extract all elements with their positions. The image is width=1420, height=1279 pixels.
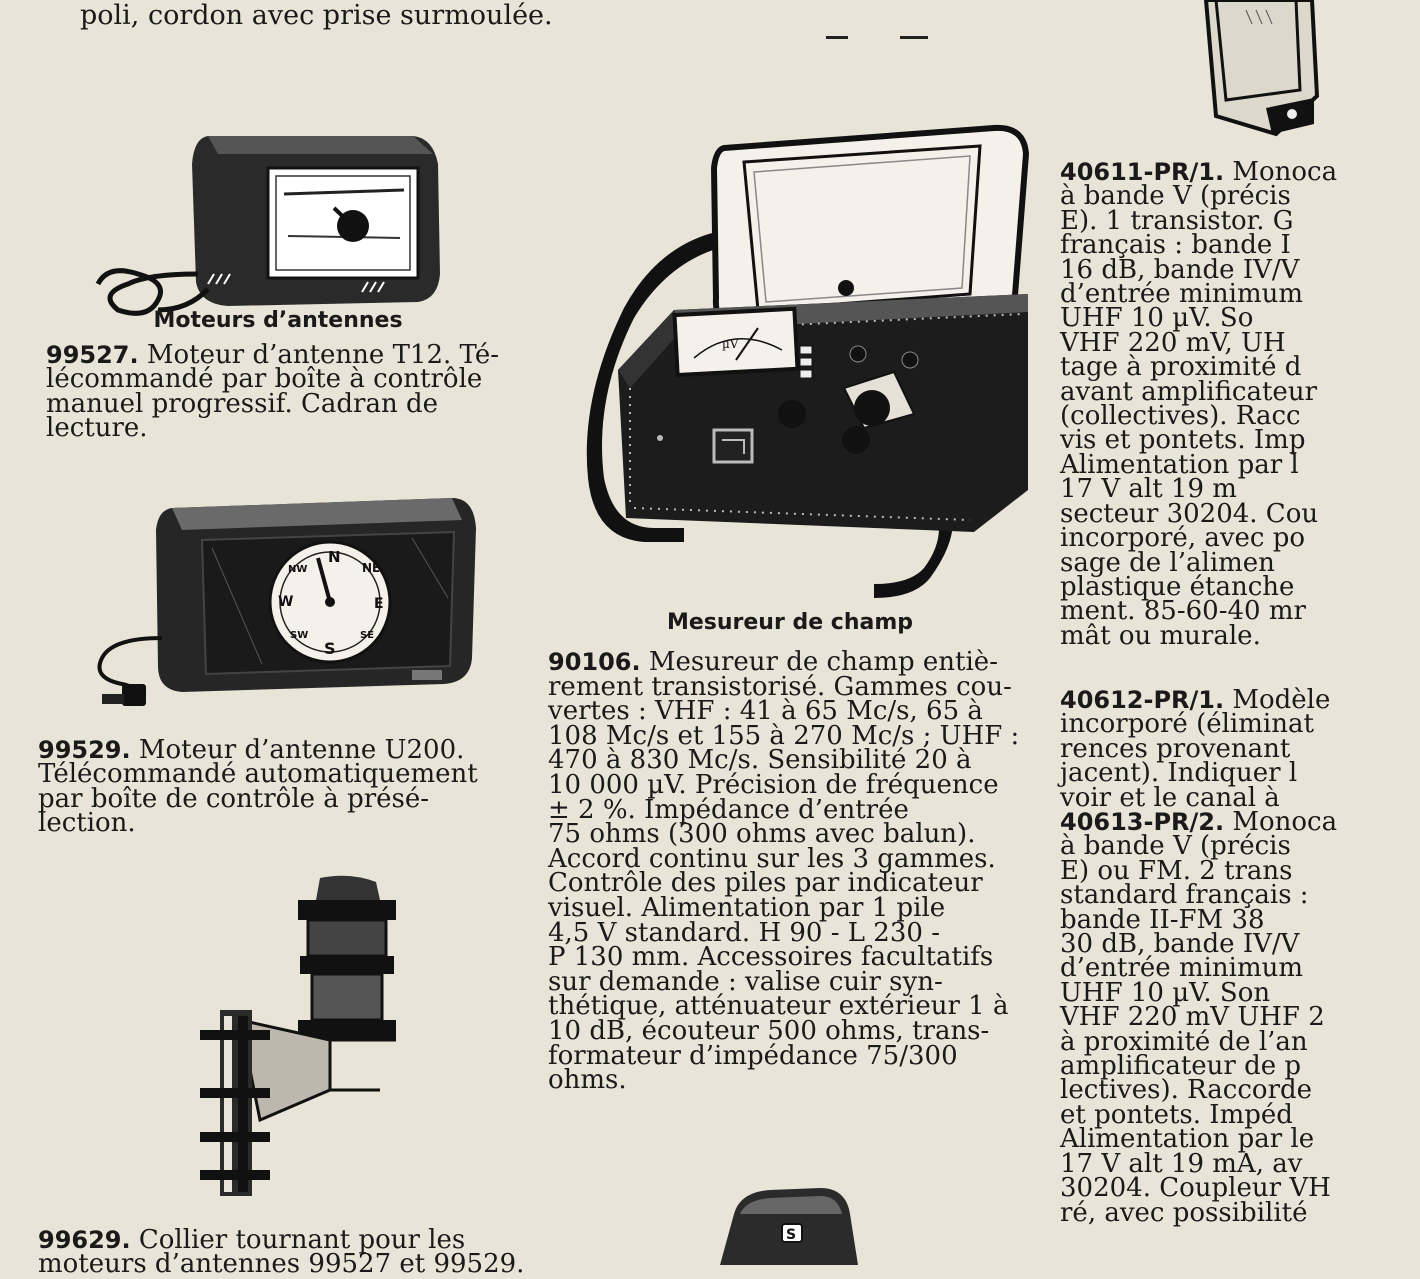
rotating-collar-illustration: [180, 870, 440, 1206]
item-99529-ref: 99529.: [38, 736, 131, 764]
compass-s-label: S: [324, 639, 336, 658]
antenna-motor-t12-illustration: [88, 124, 448, 320]
right-column: [1060, 157, 1338, 1265]
compass-w-label: W: [278, 594, 294, 610]
field-strength-meter-illustration: [574, 98, 1074, 606]
caption-mesureur-de-champ: Mesureur de champ: [666, 610, 914, 635]
compass-nw-label: NW: [288, 564, 308, 575]
item-99527-ref: 99527.: [46, 341, 139, 369]
item-40612: [1060, 685, 1420, 813]
bottom-device-illustration: [700, 1184, 860, 1265]
item-40611: [1060, 157, 1420, 651]
item-40613-ref: 40613-PR/2.: [1060, 808, 1225, 836]
compass-sw-label: SW: [290, 630, 309, 641]
item-40612-ref: 40612-PR/1.: [1060, 686, 1225, 714]
item-40611-text: Monoca à bande V (précis E). 1 transistor. G français : bande I 16 dB, bande IV/V d’entrée minimum UHF 10 µV. So VHF 220 mV, UH tage à proximité d avant amplificateur (collectives). Racc vis et pontets. Imp Alimentation par l 17 V alt 19 m secteur 30204. Cou incorporé, avec po sage de l’alimen plastique étanche ment. 85-60-40 mr mât ou murale.: [1060, 157, 1338, 651]
item-90106-text: Mesureur de champ entiè- rement transistorisé. Gammes cou- vertes : VHF : 41 à 65 Mc/s, 65 à 108 Mc/s et 155 à 270 Mc/s ; UHF : 470 à 830 Mc/s. Sensibilité 20 à 10 000 µV. Précision de fréquence ± 2 %. Impédance d’entrée 75 ohms (300 ohms avec balun). Accord continu sur les 3 gammes. Contrôle des piles par indicateur visuel. Alimentation par 1 pile 4,5 V standard. H 90 - L 230 - P 130 mm. Accessoires facultatifs sur demande : valise cuir syn- thétique, atténuateur extérieur 1 à 10 dB, écouteur 500 ohms, trans- formateur d’impédance 75/300 ohms.: [548, 647, 1020, 1096]
item-90106: [548, 647, 1048, 1096]
compass-n-label: N: [328, 548, 341, 566]
item-40613-text: Monoca à bande V (précis E) ou FM. 2 trans standard français : bande II-FM 38 30 dB, bande IV/V d’entrée minimum UHF 10 µV. Son VHF 220 mV UHF 2 à proximité de l’an amplificateur de p lectives). Raccorde et pontets. Impéd Alimentation par le 17 V alt 19 mA, av 30204. Coupleur VH ré, avec possibilité: [1060, 807, 1338, 1228]
item-40611-ref: 40611-PR/1.: [1060, 158, 1225, 186]
item-40612-text: Modèle incorporé (éliminat rences provenant jacent). Indiquer l voir et le canal à: [1060, 685, 1331, 813]
top-line: poli, cordon avec prise surmoulée.: [80, 0, 553, 31]
caption-moteurs-antennes: Moteurs d’antennes: [153, 308, 403, 333]
item-99527-text: Moteur d’antenne T12. Té- lécommandé par boîte à contrôle manuel progressif. Cadran de lecture.: [46, 340, 500, 444]
item-99629-ref: 99629.: [38, 1226, 131, 1254]
antenna-motor-u200-illustration: [82, 488, 482, 714]
item-90106-ref: 90106.: [548, 648, 641, 676]
compass-e-label: E: [374, 596, 384, 612]
item-99529-text: Moteur d’antenne U200. Télécommandé automatiquement par boîte de contrôle à présé- lection.: [38, 735, 478, 839]
meter-unit-label: µV: [722, 337, 739, 351]
top-dash-right: [900, 36, 928, 39]
top-dash-left: [826, 36, 848, 39]
item-99529: [38, 735, 528, 839]
item-99527: [46, 340, 526, 444]
amplifier-illustration: [1206, 0, 1317, 138]
compass-ne-label: NE: [362, 561, 381, 575]
compass-se-label: SE: [360, 630, 375, 641]
item-99629: [38, 1225, 528, 1279]
item-40613: [1060, 807, 1420, 1228]
item-99629-text: Collier tournant pour les moteurs d’antennes 99527 et 99529.: [38, 1225, 525, 1279]
bottom-device-logo: S: [786, 1227, 797, 1243]
